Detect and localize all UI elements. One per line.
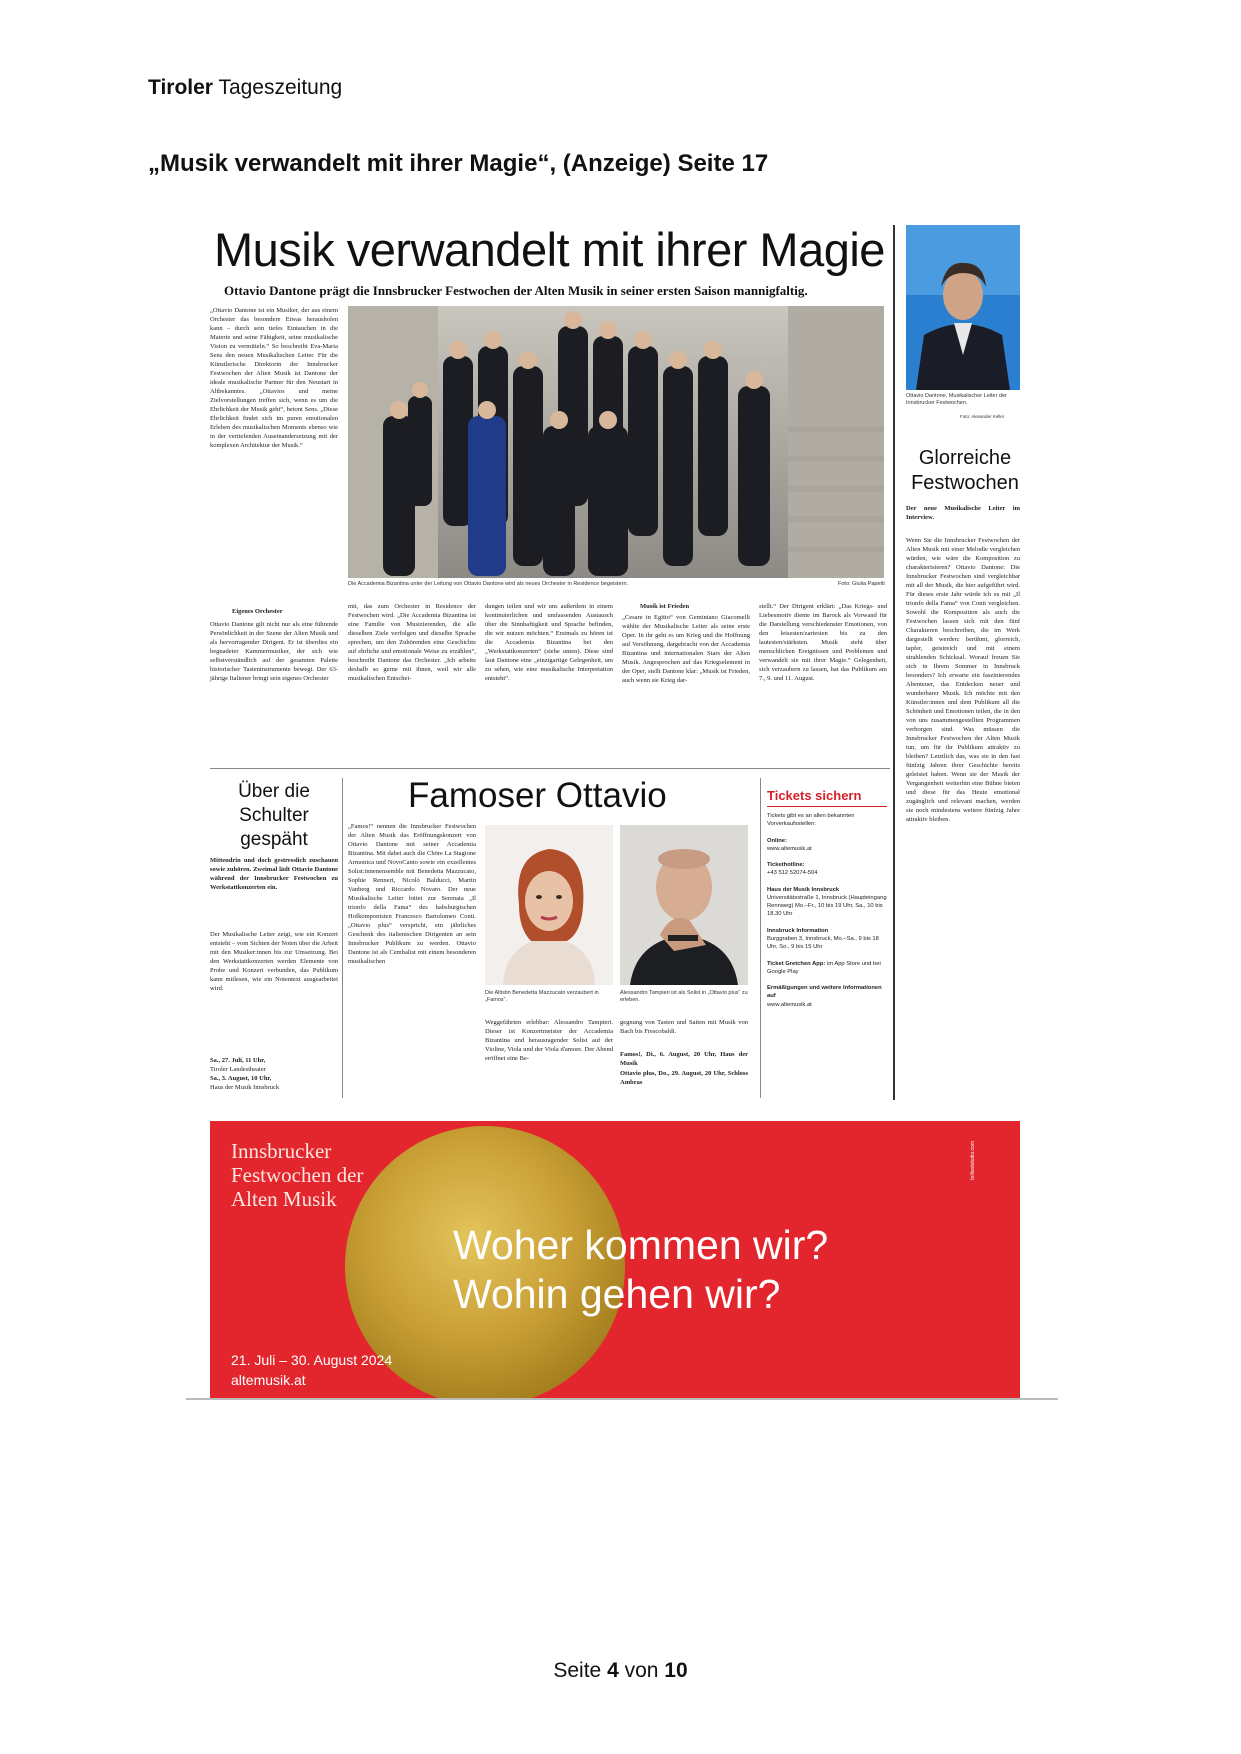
ad-slogan: Woher kommen wir? Wohin gehen wir? <box>453 1222 829 1317</box>
schulter-venue-2: Haus der Musik Innsbruck <box>210 1084 280 1091</box>
ad-side-credit: brillantstudio.com <box>970 1141 976 1180</box>
tickets-block: Tickets gibt es an allen bekannten Vorverkaufsstellen: Online: www.altemusik.at Tickethotline: +43 512 52074-504 Haus der Musik Innsbruck Universitätsstraße 1, Innsbruck (Haupteingang Rennweg) Mo.–Fr., 10 bis 19 Uhr, Sa., 10 bis 18.30 Uhr Innsbruck Information Burggraben 3, Innsbruck, Mo.–Sa., 9 bis 18 Uhr, So., 9 bis 15 Uhr Ticket Gretchen App: im App Store und bei Google Play Ermäßigungen und weitere Informationen auf www.altemusik.at <box>767 813 887 1008</box>
orchestra-photo-credit: Foto: Giulia Papetti <box>838 581 885 587</box>
clipping-bottom-border <box>186 1398 1058 1400</box>
portrait-caption: Ottavio Dantone, Musikalischer Leiter der Innsbrucker Festwochen. <box>906 393 1007 406</box>
tickets-divider <box>760 778 761 1098</box>
article-column-3: dungen teilen und wir uns außerdem in einem kontinuierlichen und umfassenden Austausch über die Sinnhaftigkeit und Sprache befinden, die wir nutzen möchten.“ Erstmals zu hören ist die Accademia Bizantina bei den „Werkstattkonzerten“ (siehe unten). Diese sind laut Dantone eine „einzigartige Gelegenheit, um zu sehen, wie eine musikalische Interpretation entsteht“. <box>485 603 613 682</box>
portrait-photo <box>906 225 1020 390</box>
orchestra-photo-image <box>348 306 884 578</box>
sidebar-divider <box>893 225 895 1100</box>
schulter-title: Über die Schulter gespäht <box>238 781 310 850</box>
schulter-date-1: Sa., 27. Juli, 11 Uhr, <box>210 1057 266 1064</box>
sidebar-lead: Der neue Musikalische Leiter im Interview. <box>906 505 1020 521</box>
article-column-1b: Ottavio Dantone gilt nicht nur als eine führende Persönlichkeit in der Szene der Alten Musik und als hervorragender Dirigent. Er ist überdies ein begnadeter Kammermusiker, der sich wie selbstverständlich auf der gesamten Palette historischer Tasteninstrumente bewegt. Der 63-jährige Italiener bringt sein eigenes Orchester <box>210 621 338 682</box>
tampieri-caption: Alessandro Tampieri ist als Solist in „Ottavio plus“ zu erleben. <box>620 990 748 1003</box>
sidebar-title: Glorreiche Festwochen <box>911 447 1019 494</box>
tampieri-photo <box>620 825 748 985</box>
article-column-2: mit, das zum Orchester in Residence der Festwochen wird. „Die Accademia Bizantina ist eine Familie von Musizierenden, die alle dieselben Ziele verfolgen und dieselbe Sprache sprechen, um den Zuhörenden eine Geschichte auf ehrliche und emotionale Weise zu erzählen“, beschreibt Dantone das Orchester. „Ich arbeite deshalb so gerne mit ihnen, weil wir alle musikalischen Entschei- <box>348 603 476 682</box>
article-headline: Musik verwandelt mit ihrer Magie <box>214 223 885 276</box>
article-column-1: „Ottavio Dantone ist ein Musiker, der aus einem Orchester das besondere Etwas herausholen kann – durch sein tiefes Eintauchen in die Materie und seine Fähigkeit, seine musikalische Vision zu vermitteln.“ So beschreibt Eva-Maria Sens den neuen Musikalischen Leiter. Für die Künstlerische Direktorin der Innsbrucker Festwochen der Alten Musik ist Dantone der ideale musikalische Partner für den Neustart in Altbekanntes. „Ottavios und meine Zielvorstellungen treffen sich, wenn es um die Ehrlichkeit der Musik geht“, betont Sens. „Diese Ehrlichkeit findet sich im puren emotionalen Erleben des musikalischen Moments ebenso wie in der vertiefenden Auseinandersetzung mit der komplexen Architektur der Musik.“ <box>210 307 338 449</box>
festwochen-advertisement[interactable] <box>210 1121 1020 1399</box>
tampieri-image <box>620 825 748 985</box>
section-divider <box>210 768 890 769</box>
orchestra-photo <box>348 306 884 578</box>
schulter-venue-1: Tiroler Landestheater <box>210 1066 266 1073</box>
schulter-date-2: Sa., 3. August, 10 Uhr, <box>210 1075 272 1082</box>
famoser-column-3: gegnung von Tasten und Saiten mit Musik von Bach bis Frescobaldi. <box>620 1019 748 1035</box>
publication-name: Tiroler Tageszeitung <box>148 76 343 99</box>
sidebar-interview-text: Wenn Sie die Innsbrucker Festwochen der Alten Musik mit einer Melodie vergleichen würden, wie wäre die Komposition zu charakterisieren? Ottavio Dantone: Die Innsbrucker Festwochen sind vergleichbar mit all der Musik, die hier aufgeführt wird. Für dieses erste Jahr würde ich es mit „Il trionfo della Fama“ von Conti vergleichen. Sowohl die Komposition als auch die Festwochen lassen sich mit den fünf Charakteren beschreiben, die im Werk dargestellt werden: berühmt, glorreich, tapfer, geistreich und mit einem strahlenden Schicksal. Worauf freuen Sie sich in Ihrem Sommer in Innsbruck besonders? Ich erwarte ein faszinierendes Abenteuer, das Entdecken neuer und wunderbarer Musik. Ich möchte mit den Künstler:innen und dem Publikum all die Schönheit und Emotionen teilen, die in den von uns zusammengestellten Programmen verborgen sind. Was müssen die Innsbrucker Festwochen der Alten Musik tun, um für ihr Publikum attraktiv zu bleiben? Letztlich das, was sie in den fast fünfzig Jahren ihrer Geschichte bereits geleistet haben. Wenn sie der Musik der Vergangenheit weiterhin eine Bühne bieten und diese für das Heute emotional zugänglich und relevant machen, werden sie noch mindestens weitere fünfzig Jahre attraktiv bleiben. <box>906 537 1020 823</box>
mazzucato-caption: Die Altistin Benedetta Mazzucato verzaubert in „Famos“. <box>485 990 599 1003</box>
mazzucato-image <box>485 825 613 985</box>
mazzucato-photo <box>485 825 613 985</box>
tickets-rule <box>767 806 887 807</box>
schulter-text: Der Musikalische Leiter zeigt, wie ein Konzert entsteht – vom Sichten der Noten über die Arbeit mit den Musiker:innen bis zur Umsetzung. Bei den Werkstattkonzerten werden Elemente von Probe und Konzert verbunden, das Publikum kann mitlesen, wie ein Notentext ausgearbeitet wird. <box>210 931 338 992</box>
famoser-column-2: Weggefährten erlebbar: Alessandro Tampieri. Dieser ist Konzertmeister der Accademia Bizantina und herausragender Solist auf der Violine, Viola und der Viola d'amore. Der Abend eröffnet eine Be- <box>485 1019 613 1062</box>
famoser-title: Famoser Ottavio <box>408 776 667 815</box>
famoser-column-1: „Famos!“ nennen die Innsbrucker Festwochen der Alten Musik das Eröffnungskonzert von Ottavio Dantone mit seiner Accademia Bizantina. Mit dabei auch die Chöre La Stagione Armonica und NovoCanto sowie ein exzellentes Solist:innenensemble mit Benedetta Mazzucato, Sophie Rennert, Nicolò Balducci, Martin Vanberg und Riccardo Novaro. Der neue Musikalische Leiter bittet zur Serenata „Il trionfo della Fama“ des habsburgischen Hofkomponisten Francesco Bartolomeo Conti. „Ottavio plus“ verspricht, ein jährliches Geschenk des italienischen Dirigenten an sein Innsbrucker Publikum zu werden. Ottavio Dantone ist als Cembalist mit einem besonderen musikalischen <box>348 823 476 965</box>
article-column-1-subhead: Eigenes Orchester <box>232 608 283 615</box>
tickets-title: Tickets sichern <box>767 788 862 803</box>
orchestra-photo-caption: Die Accademia Bizantina unter der Leitung von Ottavio Dantone wird als neues Orchester in Residence begeistern. <box>348 581 629 587</box>
ad-logo: Innsbrucker Festwochen der Alten Musik <box>231 1139 364 1211</box>
article-subheadline: Ottavio Dantone prägt die Innsbrucker Festwochen der Alten Musik in seiner ersten Saison mannigfaltig. <box>224 283 808 298</box>
portrait-credit: Foto: Alexander Keller <box>960 414 1005 419</box>
ad-url[interactable]: altemusik.at <box>231 1372 306 1388</box>
document-title: „Musik verwandelt mit ihrer Magie“, (Anzeige) Seite 17 <box>148 150 769 177</box>
portrait-image <box>906 225 1020 390</box>
schulter-lead: Mittendrin und doch gestresslich zuschauen sowie zuhören. Zweimal lädt Ottavio Dantone während der Innsbrucker Festwochen zu Werkstattkonzerten ein. <box>210 857 338 891</box>
article-column-4: „Cesare in Egitto“ von Geminiano Giacomelli wählte der Musikalische Leiter als seine erste Oper. In ihr geht es um Krieg und die Hoffnung auf Versöhnung, dargebracht von der Accademia Bizantina und internationalen Stars der Alten Musik. Angesprochen auf das Kriegselement in der Oper, stellt Dantone klar: „Musik ist Frieden, auch wenn sie Krieg dar- <box>622 614 750 684</box>
famoser-event-2: Ottavio plus, Do., 29. August, 20 Uhr, Schloss Ambras <box>620 1070 748 1086</box>
schulter-divider <box>342 778 343 1098</box>
famoser-event-1: Famos!, Di., 6. August, 20 Uhr, Haus der Musik <box>620 1051 748 1067</box>
article-column-4-subhead: Musik ist Frieden <box>640 603 690 610</box>
page-footer: Seite 4 von 10 <box>553 1659 688 1682</box>
ad-dates: 21. Juli – 30. August 2024 <box>231 1352 393 1368</box>
article-column-5: stellt.“ Der Dirigent erklärt: „Das Kriegs- und Liebesmotiv diente im Barock als Vorwand für die Darstellung verschiedenster Emotionen, von den leisesten/zartesten bis zu den lautesten/stärksten. Musik steht über menschlichen Ereignissen und Problemen und verwandelt sie mit ihrer Magie.“ Gelegenheit, sich verzaubern zu lassen, hat das Publikum am 7., 9. und 11. August. <box>759 603 887 682</box>
